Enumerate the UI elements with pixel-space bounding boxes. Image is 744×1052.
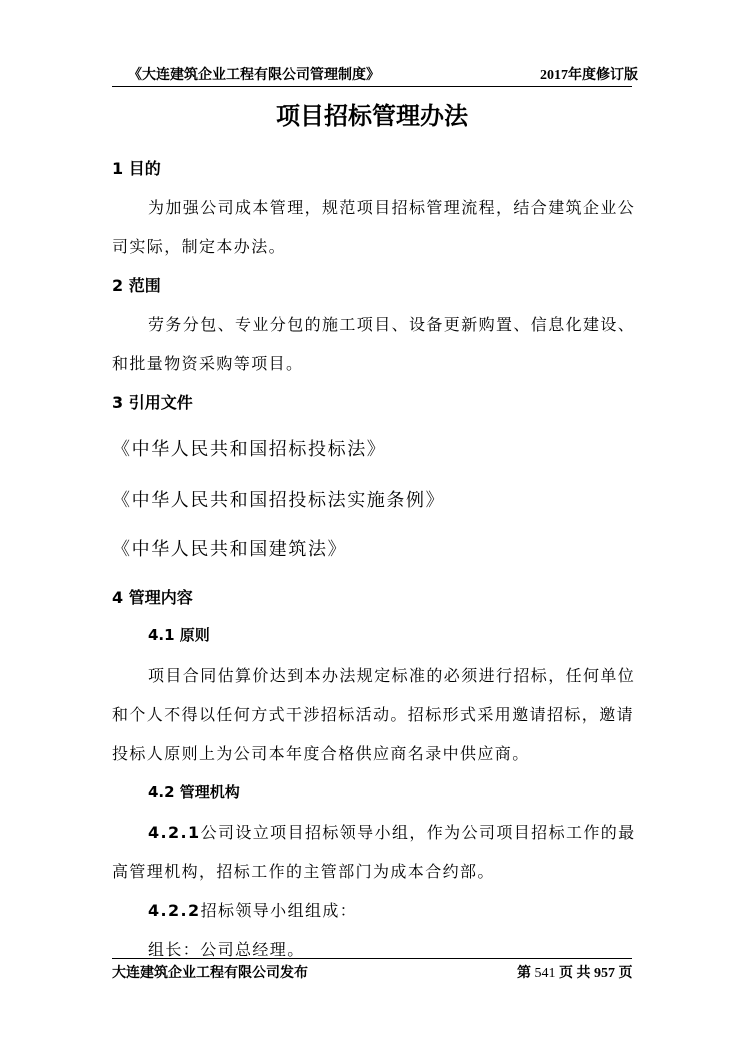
paragraph-line: 高管理机构，招标工作的主管部门为成本合约部。 bbox=[112, 862, 495, 881]
section-heading-management: 4 管理内容 bbox=[112, 588, 193, 607]
reference-law: 《中华人民共和国招标投标法》 bbox=[112, 439, 387, 460]
clause-text: 招标领导小组组成： bbox=[200, 901, 358, 920]
clause-4-2-2 bbox=[148, 898, 357, 921]
section-heading-scope: 2 范围 bbox=[112, 276, 161, 295]
paragraph-line: 和个人不得以任何方式干涉招标活动。招标形式采用邀请招标，邀请 bbox=[112, 705, 635, 724]
clause-number: 4.2.2 bbox=[148, 901, 201, 920]
document-header-title: 《大连建筑企业工程有限公司管理制度》 bbox=[128, 68, 380, 83]
paragraph-line: 劳务分包、专业分包的施工项目、设备更新购置、信息化建设、 bbox=[148, 315, 636, 334]
footer-rule bbox=[112, 958, 632, 959]
header-rule bbox=[112, 86, 632, 87]
page-mid: 页 共 bbox=[559, 966, 591, 981]
subsection-heading-principles: 4.1 原则 bbox=[148, 626, 210, 644]
document-header-edition: 2017年度修订版 bbox=[540, 68, 638, 83]
section-heading-references: 3 引用文件 bbox=[112, 393, 193, 412]
page-total: 957 bbox=[594, 966, 615, 981]
page-number bbox=[517, 962, 633, 982]
reference-law: 《中华人民共和国招投标法实施条例》 bbox=[112, 490, 446, 511]
clause-text: 公司设立项目招标领导小组，作为公司项目招标工作的最 bbox=[200, 823, 636, 842]
paragraph-line: 为加强公司成本管理，规范项目招标管理流程，结合建筑企业公 bbox=[148, 198, 636, 217]
reference-law: 《中华人民共和国建筑法》 bbox=[112, 539, 348, 560]
paragraph-line: 项目合同估算价达到本办法规定标准的必须进行招标，任何单位 bbox=[148, 666, 636, 685]
subsection-heading-organization: 4.2 管理机构 bbox=[148, 783, 240, 801]
page-suffix: 页 bbox=[618, 966, 633, 981]
clause-number: 4.2.1 bbox=[148, 823, 201, 842]
paragraph-line: 投标人原则上为公司本年度合格供应商名录中供应商。 bbox=[112, 744, 530, 763]
paragraph-line: 和批量物资采购等项目。 bbox=[112, 354, 304, 373]
paragraph-line: 司实际，制定本办法。 bbox=[112, 237, 287, 256]
clause-4-2-1 bbox=[148, 820, 636, 843]
page-prefix: 第 bbox=[517, 966, 531, 981]
page-current: 541 bbox=[534, 966, 556, 981]
page-title: 项目招标管理办法 bbox=[276, 102, 468, 130]
paragraph-line: 组长：公司总经理。 bbox=[148, 940, 305, 959]
section-heading-purpose: 1 目的 bbox=[112, 159, 161, 178]
document-footer-publisher: 大连建筑企业工程有限公司发布 bbox=[112, 966, 308, 981]
